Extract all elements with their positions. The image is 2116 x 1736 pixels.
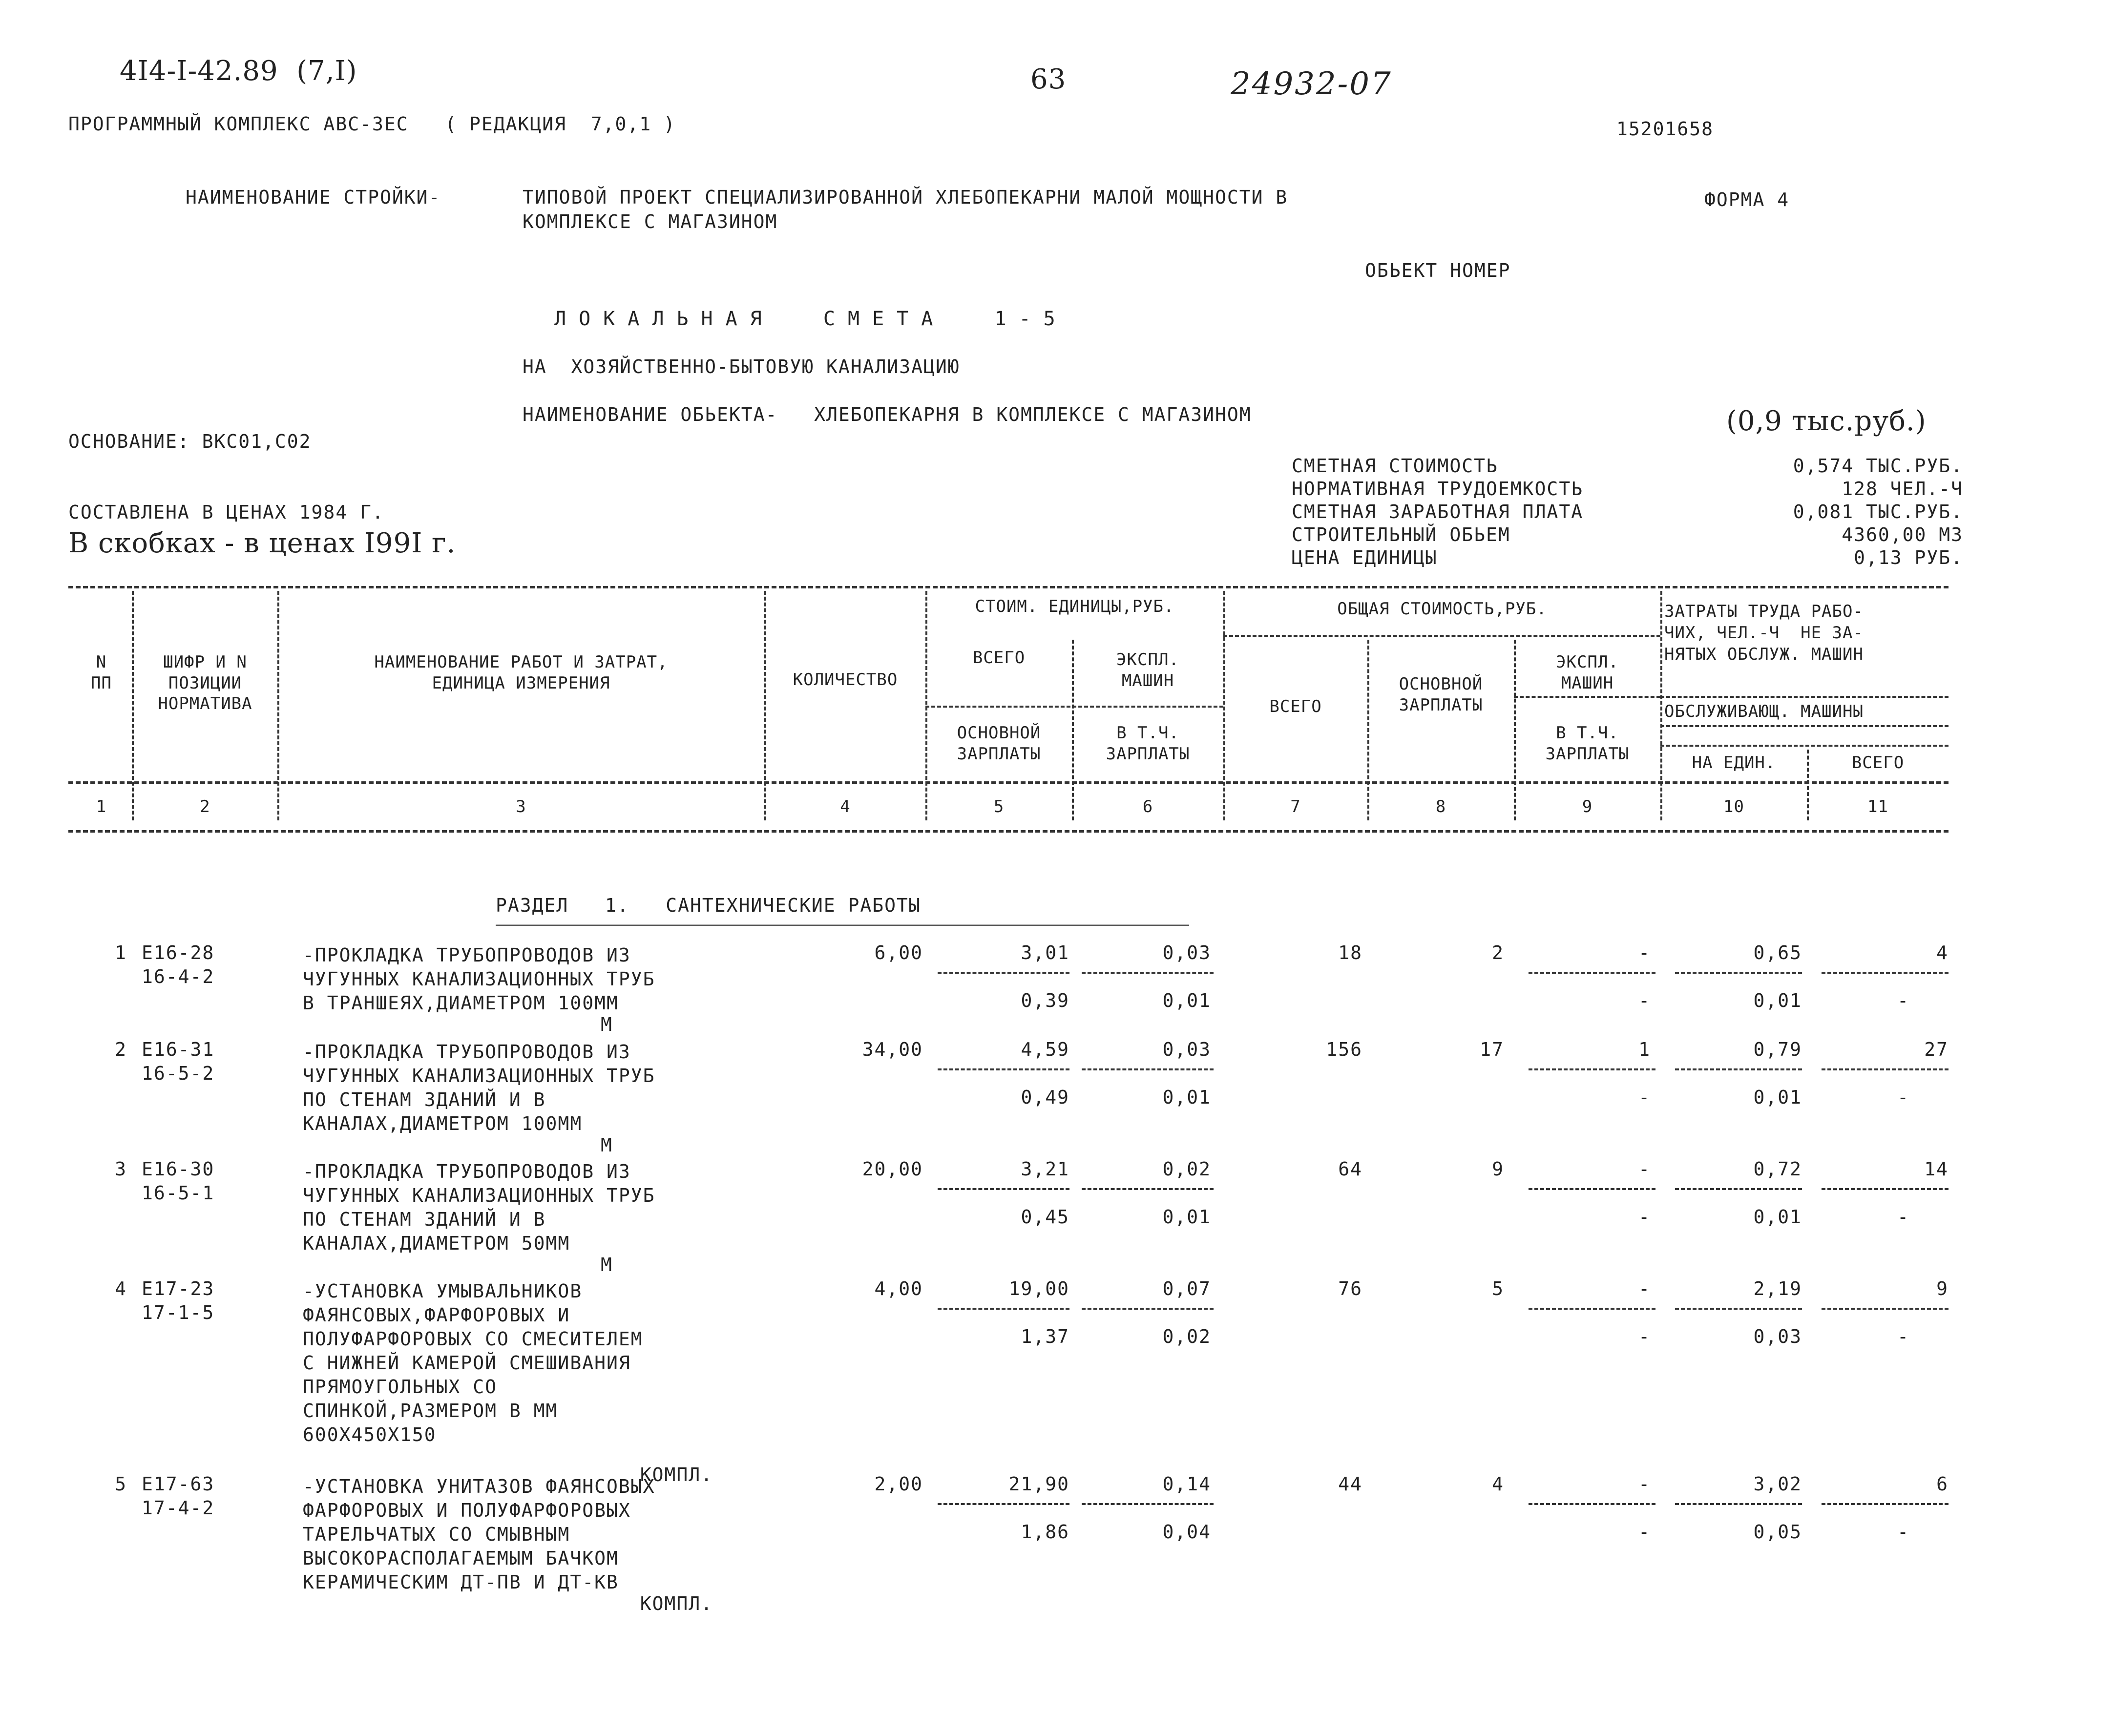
row-sep	[925, 706, 1223, 708]
cell-divider	[1529, 1503, 1655, 1505]
summary-value-labor: 128 ЧЕЛ.-Ч	[1842, 478, 1963, 500]
column-numbers-bottom-rule	[68, 830, 1948, 833]
row-sep	[1514, 696, 1660, 698]
cell-divider	[938, 1068, 1069, 1070]
summary-label-volume: СТРОИТЕЛЬНЫЙ ОБЬЕМ	[1292, 524, 1510, 545]
row-unit-cost-machine-wages: 0,01	[1162, 1206, 1211, 1228]
row-labor-per-unit: 2,19	[1753, 1278, 1802, 1299]
header-col-8: ОСНОВНОЙ ЗАРПЛАТЫ	[1399, 674, 1483, 715]
row-unit-cost-machines: 0,14	[1162, 1473, 1211, 1495]
cell-divider	[1082, 1503, 1214, 1505]
row-number: 4	[115, 1278, 127, 1299]
summary-label-unit-price: ЦЕНА ЕДИНИЦЫ	[1292, 547, 1438, 568]
row-quantity: 2,00	[874, 1473, 923, 1495]
header-col-2: ШИФР И N ПОЗИЦИИ НОРМАТИВА	[158, 652, 252, 713]
row-labor-machines-per-unit: 0,05	[1753, 1521, 1802, 1543]
cell-divider	[1675, 1503, 1802, 1505]
row-sep	[1660, 725, 1948, 727]
cell-divider	[1082, 1308, 1214, 1310]
header-col-3: НАИМЕНОВАНИЕ РАБОТ И ЗАТРАТ, ЕДИНИЦА ИЗМЕРЕНИЯ	[374, 652, 668, 693]
row-unit-cost-total: 21,90	[1008, 1473, 1069, 1495]
row-labor-total: 14	[1924, 1158, 1948, 1180]
price-1991: (0,9 тыс.руб.)	[1726, 405, 1927, 437]
colnum-7: 7	[1290, 797, 1301, 816]
code-number: 15201658	[1616, 118, 1714, 140]
header-col-10: НА ЕДИН.	[1692, 753, 1776, 773]
cell-divider	[1529, 1308, 1655, 1310]
estimate-subject: НА ХОЗЯЙСТВЕННО-БЫТОВУЮ КАНАЛИЗАЦИЮ	[523, 356, 960, 377]
row-labor-per-unit: 3,02	[1753, 1473, 1802, 1495]
construction-line-2: КОМПЛЕКСЕ С МАГАЗИНОМ	[523, 211, 778, 232]
cell-divider	[1082, 972, 1214, 974]
handwritten-number: 24932-07	[1231, 66, 1392, 102]
row-total-wages: 2	[1492, 942, 1504, 963]
row-labor-machines-total: -	[1897, 1087, 1909, 1108]
header-labor: ЗАТРАТЫ ТРУДА РАБО- ЧИХ, ЧЕЛ.-Ч НЕ ЗА- НЯТЫХ ОБСЛУЖ. МАШИН	[1664, 602, 1864, 665]
row-total-machines: -	[1638, 1473, 1651, 1495]
colnum-6: 6	[1142, 797, 1153, 816]
row-labor-machines-total: -	[1897, 1326, 1909, 1347]
row-number: 2	[115, 1039, 127, 1060]
row-unit: КОМПЛ.	[640, 1593, 713, 1614]
colnum-9: 9	[1582, 797, 1593, 816]
row-total-cost: 64	[1338, 1158, 1362, 1180]
cell-divider	[938, 1308, 1069, 1310]
cell-divider	[1529, 1068, 1655, 1070]
cell-divider	[938, 1188, 1069, 1190]
row-labor-per-unit: 0,72	[1753, 1158, 1802, 1180]
row-unit-cost-machines: 0,03	[1162, 1039, 1211, 1060]
row-unit-cost-total: 19,00	[1008, 1278, 1069, 1299]
row-quantity: 34,00	[862, 1039, 923, 1060]
cell-divider	[1675, 972, 1802, 974]
row-unit-cost-machine-wages: 0,04	[1162, 1521, 1211, 1543]
cell-divider	[1082, 1068, 1214, 1070]
row-unit-cost-machine-wages: 0,01	[1162, 990, 1211, 1011]
row-sep	[1223, 635, 1660, 637]
header-col-6-bottom: В Т.Ч. ЗАРПЛАТЫ	[1106, 723, 1190, 764]
row-number: 1	[115, 942, 127, 963]
table-header-bottom-rule	[68, 781, 1948, 784]
construction-line-1: ТИПОВОЙ ПРОЕКТ СПЕЦИАЛИЗИРОВАННОЙ ХЛЕБОПЕКАРНИ МАЛОЙ МОЩНОСТИ В	[523, 187, 1288, 208]
colnum-10: 10	[1723, 797, 1744, 816]
cell-divider	[1822, 972, 1948, 974]
row-unit-cost-machines: 0,03	[1162, 942, 1211, 963]
cell-divider	[1822, 1188, 1948, 1190]
row-labor-total: 27	[1924, 1039, 1948, 1060]
row-total-wages: 9	[1492, 1158, 1504, 1180]
row-code-position: 16-5-1	[142, 1182, 215, 1204]
summary-value-volume: 4360,00 М3	[1842, 524, 1963, 545]
prices-1991-note: В скобках - в ценах I99I г.	[68, 527, 456, 559]
cell-divider	[1822, 1503, 1948, 1505]
row-total-machines: 1	[1638, 1039, 1651, 1060]
row-quantity: 6,00	[874, 942, 923, 963]
colnum-11: 11	[1867, 797, 1888, 816]
row-unit: М	[601, 1254, 613, 1276]
document-code: 4I4-I-42.89 (7,I)	[120, 55, 357, 87]
estimate-basis: ОСНОВАНИЕ: ВКС01,С02	[68, 431, 312, 452]
header-col-6-top: ЭКСПЛ. МАШИН	[1116, 650, 1179, 690]
row-labor-machines-total: -	[1897, 1521, 1909, 1543]
row-code-position: 17-1-5	[142, 1302, 215, 1323]
row-unit-cost-total: 3,21	[1021, 1158, 1069, 1180]
row-total-machine-wages: -	[1638, 1326, 1651, 1347]
col-sep	[132, 591, 134, 820]
colnum-4: 4	[840, 797, 851, 816]
row-code: Е17-23	[142, 1278, 215, 1299]
row-unit-cost-total: 4,59	[1021, 1039, 1069, 1060]
row-total-machines: -	[1638, 942, 1651, 963]
header-col-1: N ПП	[91, 652, 112, 693]
cell-divider	[1822, 1308, 1948, 1310]
header-col-9-bottom: В Т.Ч. ЗАРПЛАТЫ	[1545, 723, 1630, 764]
row-unit-cost-wages: 0,49	[1021, 1087, 1069, 1108]
header-col-4: КОЛИЧЕСТВО	[793, 670, 898, 690]
row-labor-total: 6	[1936, 1473, 1948, 1495]
cell-divider	[1529, 1188, 1655, 1190]
row-total-cost: 44	[1338, 1473, 1362, 1495]
program-line: ПРОГРАММНЫЙ КОМПЛЕКС АВС-3ЕС ( РЕДАКЦИЯ 7,0,1 )	[68, 113, 676, 135]
row-description: -ПРОКЛАДКА ТРУБОПРОВОДОВ ИЗ ЧУГУННЫХ КАНАЛИЗАЦИОННЫХ ТРУБ ПО СТЕНАМ ЗДАНИЙ И В КАНАЛАХ,ДИАМЕТРОМ 50ММ	[303, 1161, 655, 1254]
row-total-wages: 17	[1480, 1039, 1504, 1060]
colnum-1: 1	[96, 797, 107, 816]
row-labor-machines-per-unit: 0,01	[1753, 1087, 1802, 1108]
cell-divider	[938, 972, 1069, 974]
row-code: Е16-31	[142, 1039, 215, 1060]
row-unit-cost-machines: 0,02	[1162, 1158, 1211, 1180]
cell-divider	[938, 1503, 1069, 1505]
row-number: 5	[115, 1473, 127, 1495]
row-quantity: 20,00	[862, 1158, 923, 1180]
object-name: НАИМЕНОВАНИЕ ОБЬЕКТА- ХЛЕБОПЕКАРНЯ В КОМПЛЕКСЕ С МАГАЗИНОМ	[523, 404, 1252, 425]
row-labor-per-unit: 0,79	[1753, 1039, 1802, 1060]
cell-divider	[1675, 1188, 1802, 1190]
summary-value-cost: 0,574 ТЫС.РУБ.	[1793, 455, 1963, 477]
row-labor-total: 9	[1936, 1278, 1948, 1299]
col-sep	[764, 591, 766, 820]
row-sep	[1660, 696, 1948, 698]
cell-divider	[1675, 1308, 1802, 1310]
row-labor-machines-per-unit: 0,01	[1753, 1206, 1802, 1228]
cell-divider	[1529, 972, 1655, 974]
header-unit-cost: СТОИМ. ЕДИНИЦЫ,РУБ.	[975, 597, 1174, 616]
row-unit-cost-total: 3,01	[1021, 942, 1069, 963]
header-col-9-top: ЭКСПЛ. МАШИН	[1556, 652, 1619, 693]
row-total-machines: -	[1638, 1158, 1651, 1180]
page-number: 63	[1030, 63, 1067, 95]
row-number: 3	[115, 1158, 127, 1180]
row-unit: КОМПЛ.	[640, 1464, 713, 1485]
row-unit-cost-machine-wages: 0,01	[1162, 1087, 1211, 1108]
row-total-machine-wages: -	[1638, 1521, 1651, 1543]
section-underline	[496, 924, 1189, 926]
row-total-wages: 4	[1492, 1473, 1504, 1495]
row-code-position: 17-4-2	[142, 1497, 215, 1519]
row-unit: М	[601, 1134, 613, 1156]
row-total-wages: 5	[1492, 1278, 1504, 1299]
row-description: -УСТАНОВКА УНИТАЗОВ ФАЯНСОВЫХ ФАРФОРОВЫХ И ПОЛУФАРФОРОВЫХ ТАРЕЛЬЧАТЫХ СО СМЫВНЫМ ВЫСОКОРАСПОЛАГАЕМЫМ БАЧКОМ КЕРАМИЧЕСКИМ ДТ-ПВ И ДТ-КВ	[303, 1476, 655, 1593]
colnum-5: 5	[993, 797, 1005, 816]
colnum-2: 2	[200, 797, 210, 816]
row-code: Е16-30	[142, 1158, 215, 1180]
row-code-position: 16-5-2	[142, 1063, 215, 1084]
row-unit-cost-wages: 0,39	[1021, 990, 1069, 1011]
row-unit-cost-wages: 1,37	[1021, 1326, 1069, 1347]
row-labor-machines-total: -	[1897, 1206, 1909, 1228]
header-col-5-top: ВСЕГО	[972, 648, 1026, 668]
row-quantity: 4,00	[874, 1278, 923, 1299]
row-sep	[1660, 745, 1948, 747]
colnum-8: 8	[1435, 797, 1446, 816]
summary-label-wages: СМЕТНАЯ ЗАРАБОТНАЯ ПЛАТА	[1292, 501, 1584, 523]
summary-value-unit-price: 0,13 РУБ.	[1854, 547, 1963, 568]
row-unit-cost-wages: 0,45	[1021, 1206, 1069, 1228]
header-total-cost: ОБЩАЯ СТОИМОСТЬ,РУБ.	[1337, 599, 1547, 619]
row-unit-cost-machine-wages: 0,02	[1162, 1326, 1211, 1347]
col-sep	[277, 591, 279, 820]
col-sep	[1367, 640, 1369, 820]
summary-label-cost: СМЕТНАЯ СТОИМОСТЬ	[1292, 455, 1498, 477]
row-total-cost: 156	[1326, 1039, 1362, 1060]
row-description: -ПРОКЛАДКА ТРУБОПРОВОДОВ ИЗ ЧУГУННЫХ КАНАЛИЗАЦИОННЫХ ТРУБ ПО СТЕНАМ ЗДАНИЙ И В КАНАЛАХ,ДИАМЕТРОМ 100ММ	[303, 1041, 655, 1134]
cell-divider	[1082, 1188, 1214, 1190]
row-unit-cost-machines: 0,07	[1162, 1278, 1211, 1299]
form-number: ФОРМА 4	[1704, 189, 1790, 210]
prices-1984: СОСТАВЛЕНА В ЦЕНАХ 1984 Г.	[68, 502, 384, 523]
row-code: Е17-63	[142, 1473, 215, 1495]
col-sep	[1660, 591, 1662, 820]
header-labor-sub: ОБСЛУЖИВАЮЩ. МАШИНЫ	[1664, 702, 1864, 721]
object-number: ОБЬЕКТ НОМЕР	[1365, 260, 1511, 281]
row-code: Е16-28	[142, 942, 215, 963]
header-col-5-bottom: ОСНОВНОЙ ЗАРПЛАТЫ	[957, 723, 1041, 764]
estimate-title: ЛОКАЛЬНАЯ СМЕТА 1-5	[554, 308, 1068, 330]
table-top-rule	[68, 586, 1948, 588]
cell-divider	[1822, 1068, 1948, 1070]
header-col-7: ВСЕГО	[1269, 697, 1322, 716]
row-unit-cost-wages: 1,86	[1021, 1521, 1069, 1543]
row-total-machine-wages: -	[1638, 1206, 1651, 1228]
row-code-position: 16-4-2	[142, 966, 215, 987]
row-labor-machines-per-unit: 0,01	[1753, 990, 1802, 1011]
header-col-11: ВСЕГО	[1851, 753, 1905, 773]
colnum-3: 3	[516, 797, 526, 816]
row-labor-per-unit: 0,65	[1753, 942, 1802, 963]
row-labor-machines-per-unit: 0,03	[1753, 1326, 1802, 1347]
row-labor-machines-total: -	[1897, 990, 1909, 1011]
row-total-machine-wages: -	[1638, 990, 1651, 1011]
row-description: -ПРОКЛАДКА ТРУБОПРОВОДОВ ИЗ ЧУГУННЫХ КАНАЛИЗАЦИОННЫХ ТРУБ В ТРАНШЕЯХ,ДИАМЕТРОМ 100ММ	[303, 944, 655, 1014]
row-labor-total: 4	[1936, 942, 1948, 963]
cell-divider	[1675, 1068, 1802, 1070]
row-description: -УСТАНОВКА УМЫВАЛЬНИКОВ ФАЯНСОВЫХ,ФАРФОРОВЫХ И ПОЛУФАРФОРОВЫХ СО СМЕСИТЕЛЕМ С НИЖНЕЙ КАМЕРОЙ СМЕШИВАНИЯ ПРЯМОУГОЛЬНЫХ СО СПИНКОЙ,РАЗМЕРОМ В ММ 600Х450Х150	[303, 1280, 643, 1445]
row-total-cost: 76	[1338, 1278, 1362, 1299]
summary-label-labor: НОРМАТИВНАЯ ТРУДОЕМКОСТЬ	[1292, 478, 1584, 500]
summary-value-wages: 0,081 ТЫС.РУБ.	[1793, 501, 1963, 523]
construction-label: НАИМЕНОВАНИЕ СТРОЙКИ-	[186, 187, 441, 208]
row-total-cost: 18	[1338, 942, 1362, 963]
row-total-machines: -	[1638, 1278, 1651, 1299]
row-total-machine-wages: -	[1638, 1087, 1651, 1108]
row-unit: М	[601, 1014, 613, 1035]
section-title: РАЗДЕЛ 1. САНТЕХНИЧЕСКИЕ РАБОТЫ	[496, 895, 921, 916]
